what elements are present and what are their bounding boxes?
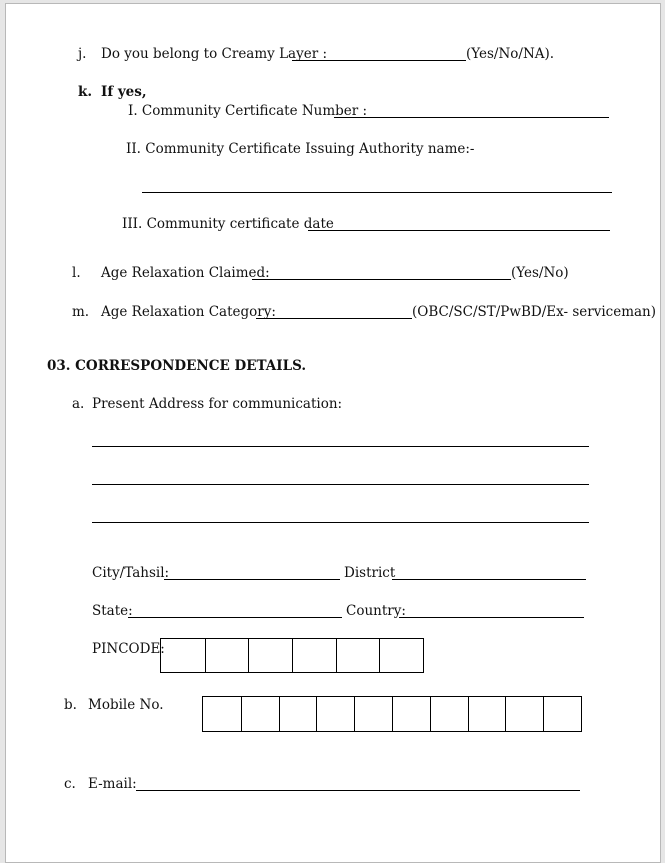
pincode-digit-box[interactable] bbox=[336, 639, 380, 672]
pincode-label: PINCODE: bbox=[92, 641, 165, 657]
present-address-label: Present Address for communication: bbox=[92, 396, 343, 412]
item-k-marker: k. bbox=[78, 84, 93, 100]
issuing-authority-field[interactable] bbox=[142, 192, 612, 193]
community-certificate-number-field[interactable] bbox=[334, 117, 609, 118]
mobile-boxes[interactable] bbox=[202, 696, 582, 732]
mobile-digit-box[interactable] bbox=[543, 697, 581, 731]
mobile-digit-box[interactable] bbox=[316, 697, 354, 731]
address-line-2[interactable] bbox=[92, 484, 589, 485]
city-tahsil-label: City/Tahsil: bbox=[92, 565, 170, 581]
mobile-label: Mobile No. bbox=[88, 697, 164, 713]
pincode-boxes[interactable] bbox=[160, 638, 424, 673]
age-relaxation-claimed-field[interactable] bbox=[252, 279, 511, 280]
email-label: E-mail: bbox=[88, 776, 137, 792]
issuing-authority-label: II. Community Certificate Issuing Authority name:- bbox=[126, 141, 475, 157]
form-page bbox=[5, 3, 661, 863]
item-m-marker: m. bbox=[72, 304, 90, 320]
mobile-digit-box[interactable] bbox=[241, 697, 279, 731]
item-j-marker: j. bbox=[78, 46, 87, 62]
state-label: State: bbox=[92, 603, 133, 619]
community-certificate-number-label: I. Community Certificate Number : bbox=[128, 103, 368, 119]
district-label: District bbox=[344, 565, 396, 581]
state-field[interactable] bbox=[128, 617, 342, 618]
mobile-digit-box[interactable] bbox=[430, 697, 468, 731]
city-tahsil-field[interactable] bbox=[164, 579, 340, 580]
mobile-digit-box[interactable] bbox=[203, 697, 241, 731]
address-line-3[interactable] bbox=[92, 522, 589, 523]
creamy-layer-options: (Yes/No/NA). bbox=[466, 46, 555, 62]
certificate-date-label: III. Community certificate date bbox=[122, 216, 334, 232]
pincode-digit-box[interactable] bbox=[161, 639, 205, 672]
district-field[interactable] bbox=[392, 579, 586, 580]
age-relaxation-category-options: (OBC/SC/ST/PwBD/Ex- serviceman) bbox=[412, 304, 657, 320]
mobile-digit-box[interactable] bbox=[505, 697, 543, 731]
certificate-date-field[interactable] bbox=[308, 230, 610, 231]
pincode-digit-box[interactable] bbox=[248, 639, 292, 672]
item-c-marker: c. bbox=[64, 776, 76, 792]
creamy-layer-label: Do you belong to Creamy Layer : bbox=[101, 46, 327, 62]
item-a-marker: a. bbox=[72, 396, 85, 412]
age-relaxation-claimed-label: Age Relaxation Claimed: bbox=[101, 265, 270, 281]
address-line-1[interactable] bbox=[92, 446, 589, 447]
if-yes-label: If yes, bbox=[101, 84, 147, 100]
age-relaxation-category-field[interactable] bbox=[256, 318, 412, 319]
country-label: Country: bbox=[346, 603, 406, 619]
item-b-marker: b. bbox=[64, 697, 77, 713]
item-l-marker: l. bbox=[72, 265, 81, 281]
mobile-digit-box[interactable] bbox=[354, 697, 392, 731]
age-relaxation-claimed-options: (Yes/No) bbox=[511, 265, 569, 281]
section-heading-correspondence: 03. CORRESPONDENCE DETAILS. bbox=[47, 358, 307, 374]
pincode-digit-box[interactable] bbox=[379, 639, 423, 672]
mobile-digit-box[interactable] bbox=[468, 697, 506, 731]
email-field[interactable] bbox=[136, 790, 580, 791]
mobile-digit-box[interactable] bbox=[392, 697, 430, 731]
pincode-digit-box[interactable] bbox=[292, 639, 336, 672]
mobile-digit-box[interactable] bbox=[279, 697, 317, 731]
age-relaxation-category-label: Age Relaxation Category: bbox=[101, 304, 276, 320]
creamy-layer-field[interactable] bbox=[292, 60, 466, 61]
pincode-digit-box[interactable] bbox=[205, 639, 249, 672]
country-field[interactable] bbox=[399, 617, 584, 618]
